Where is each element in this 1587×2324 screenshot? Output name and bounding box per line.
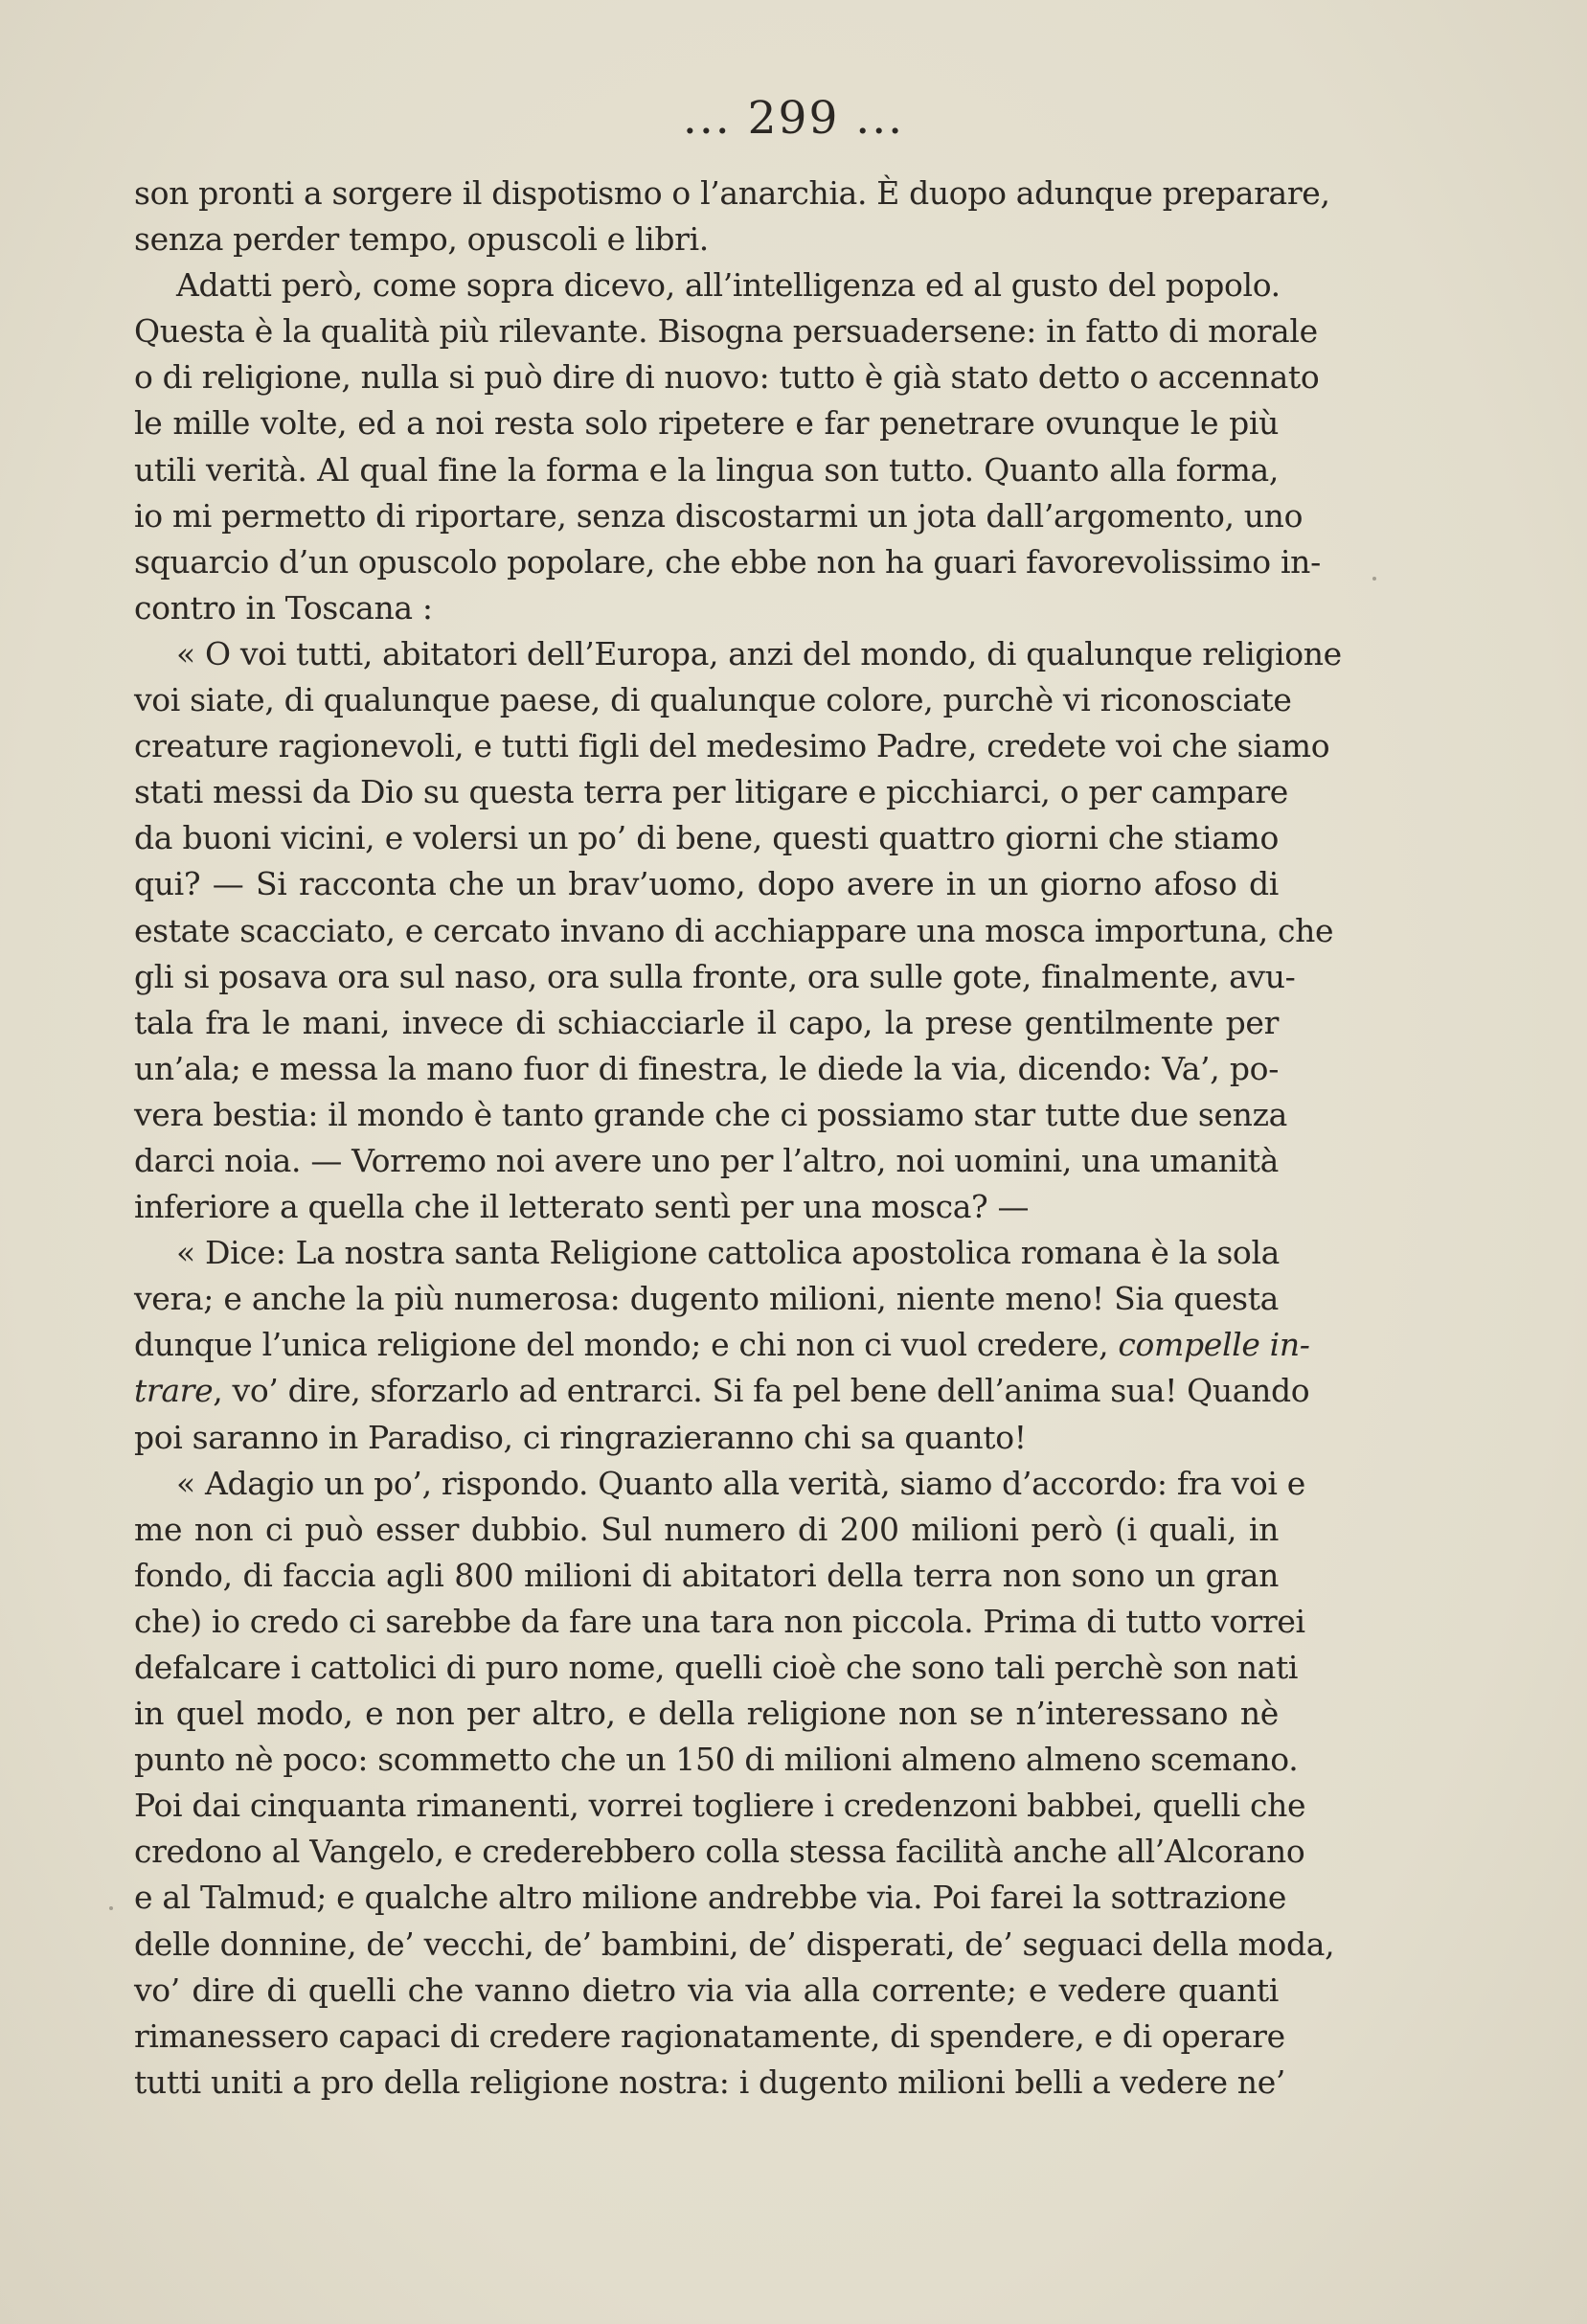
text-line: voi siate, di qualunque paese, di qualunque colore, purchè vi riconosciate (134, 681, 1292, 719)
text-line: e al Talmud; e qualche altro milione andrebbe via. Poi farei la sottrazione (134, 1879, 1287, 1917)
text-line: o di religione, nulla si può dire di nuovo: tutto è già stato detto o accennato (134, 358, 1320, 397)
text-line: vo’ dire di quelli che vanno dietro via via alla corrente; e vedere quanti (134, 1971, 1279, 2009)
text-line: inferiore a quella che il letterato sentì per una mosca? — (134, 1188, 1030, 1226)
text-line: Adatti però, come sopra dicevo, all’intelligenza ed al gusto del popolo. (176, 266, 1281, 305)
text-line: estate scacciato, e cercato invano di acchiappare una mosca importuna, che (134, 911, 1334, 949)
text-line: io mi permetto di riportare, senza discostarmi un jota dall’argomento, uno (134, 496, 1304, 535)
text-line: contro in Toscana : (134, 588, 433, 627)
text-line: me non ci può esser dubbio. Sul numero di 200 milioni però (i quali, in (134, 1510, 1279, 1548)
text-line: delle donnine, de’ vecchi, de’ bambini, de’ disperati, de’ seguaci della moda, (134, 1925, 1335, 1963)
text-line: da buoni vicini, e volersi un po’ di bene, questi quattro giorni che stiamo (134, 819, 1279, 857)
text-line: vera; e anche la più numerosa: dugento milioni, niente meno! Sia questa (134, 1280, 1279, 1318)
scan-speck (109, 1906, 113, 1910)
text-line: qui? — Si racconta che un brav’uomo, dopo avere in un giorno afoso di (134, 865, 1279, 903)
text-line: che) io credo ci sarebbe da fare una tara non piccola. Prima di tutto vorrei (134, 1602, 1305, 1640)
text-line: un’ala; e messa la mano fuor di finestra, le diede la via, dicendo: Va’, po- (134, 1049, 1279, 1087)
text-line: Poi dai cinquanta rimanenti, vorrei togliere i credenzoni babbei, quelli che (134, 1787, 1306, 1825)
text-line: tutti uniti a pro della religione nostra: i dugento milioni belli a vedere ne’ (134, 2062, 1286, 2101)
text-line: senza perder tempo, opuscoli e libri. (134, 220, 709, 259)
text-line: squarcio d’un opuscolo popolare, che ebbe non ha guari favorevolissimo in- (134, 542, 1321, 581)
text-line: le mille volte, ed a noi resta solo ripetere e far penetrare ovunque le più (134, 404, 1279, 443)
text-line: darci noia. — Vorremo noi avere uno per l’altro, noi uomini, una umanità (134, 1141, 1279, 1179)
text-line: Questa è la qualità più rilevante. Bisogna persuadersene: in fatto di morale (134, 312, 1318, 351)
text-line: dunque l’unica religione del mondo; e chi non ci vuol credere, compelle in- (134, 1326, 1310, 1364)
page-number-header: ... 299 ... (682, 92, 905, 145)
text-line: vera bestia: il mondo è tanto grande che ci possiamo star tutte due senza (134, 1095, 1287, 1133)
text-line: utili verità. Al qual fine la forma e la lingua son tutto. Quanto alla forma, (134, 450, 1279, 489)
text-line: « Adagio un po’, rispondo. Quanto alla verità, siamo d’accordo: fra voi e (176, 1464, 1305, 1502)
text-line: in quel modo, e non per altro, e della religione non se n’interessano nè (134, 1695, 1279, 1733)
text-line: punto nè poco: scommetto che un 150 di milioni almeno almeno scemano. (134, 1741, 1299, 1779)
text-line: trare, vo’ dire, sforzarlo ad entrarci. Si fa pel bene dell’anima sua! Quando (134, 1372, 1310, 1410)
text-line: rimanessero capaci di credere ragionatamente, di spendere, e di operare (134, 2016, 1285, 2055)
text-line: credono al Vangelo, e crederebbero colla stessa facilità anche all’Alcorano (134, 1833, 1305, 1871)
text-line: stati messi da Dio su questa terra per litigare e picchiarci, o per campare (134, 773, 1288, 811)
text-line: tala fra le mani, invece di schiacciarle il capo, la prese gentilmente per (134, 1003, 1279, 1041)
text-line: son pronti a sorgere il dispotismo o l’anarchia. È duopo adunque preparare, (134, 174, 1330, 212)
text-line: fondo, di faccia agli 800 milioni di abitatori della terra non sono un gran (134, 1556, 1279, 1594)
text-line: creature ragionevoli, e tutti figli del medesimo Padre, credete voi che siamo (134, 727, 1330, 765)
text-line: defalcare i cattolici di puro nome, quelli cioè che sono tali perchè son nati (134, 1649, 1299, 1686)
body-text (134, 171, 1342, 2106)
text-line: « O voi tutti, abitatori dell’Europa, anzi del mondo, di qualunque religione (176, 634, 1342, 672)
text-line: gli si posava ora sul naso, ora sulla fronte, ora sulle gote, finalmente, avu- (134, 957, 1296, 995)
scan-speck (1372, 577, 1376, 581)
text-line: poi saranno in Paradiso, ci ringrazieranno chi sa quanto! (134, 1418, 1027, 1456)
text-line: « Dice: La nostra santa Religione cattolica apostolica romana è la sola (176, 1234, 1280, 1272)
